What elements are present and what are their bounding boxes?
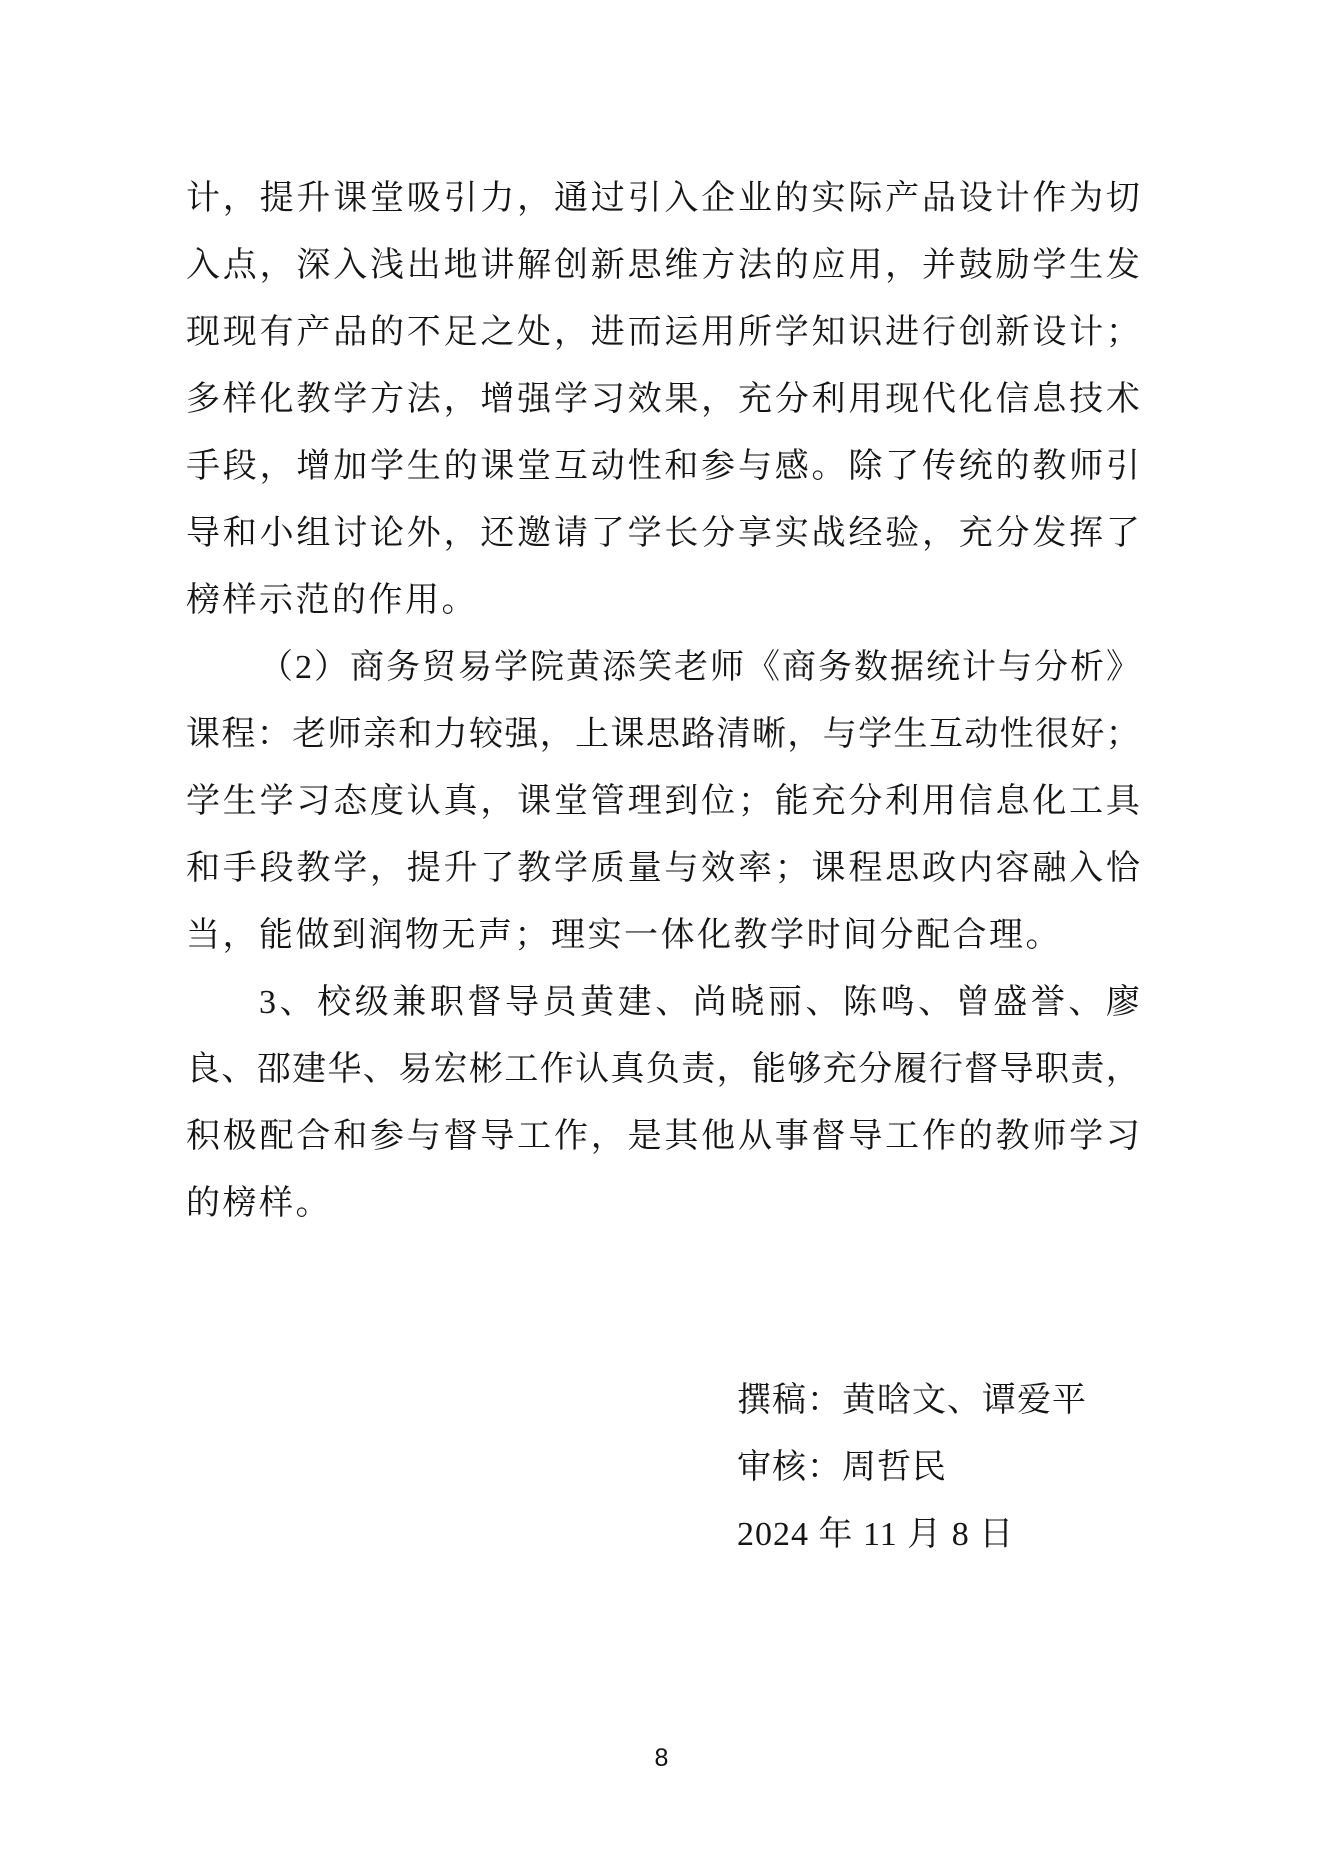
text-line: 课 程 ： 老 师 亲 和 力 较 强 ， 上 课 思 路 清 晰 ， 与 学 生 互 动 性 很 好 ； [186,716,1140,753]
text-line: （ 2 ） 商 务 贸 易 学 院 黄 添 笑 老 师 《 商 务 数 据 统 计 与 分 析 》 [259,649,1140,686]
text-line: 和 手 段 教 学 ， 提 升 了 教 学 质 量 与 效 率 ； 课 程 思 政 内 容 融 入 恰 [186,850,1140,887]
signature-reviewer: 审核：周哲民 [737,1449,947,1486]
text-line: 手 段 ， 增 加 学 生 的 课 堂 互 动 性 和 参 与 感 。 除 了 传 统 的 教 师 引 [186,448,1140,485]
signature-date: 2024 年 11 月 8 日 [737,1516,1015,1553]
text-line: 榜样示范的作用。 [186,582,478,619]
text-line: 计 ， 提 升 课 堂 吸 引 力 ， 通 过 引 入 企 业 的 实 际 产 品 设 计 作 为 切 [186,180,1140,217]
text-line: 的榜样。 [186,1185,332,1222]
text-line: 学 生 学 习 态 度 认 真 ， 课 堂 管 理 到 位 ； 能 充 分 利 用 信 息 化 工 具 [186,783,1140,820]
text-line: 入 点 ， 深 入 浅 出 地 讲 解 创 新 思 维 方 法 的 应 用 ， 并 鼓 励 学 生 发 [186,247,1140,284]
signature-block [737,1367,1087,1568]
signature-drafter: 撰稿：黄晗文、谭爱平 [737,1382,1087,1419]
text-line: 多 样 化 教 学 方 法 ， 增 强 学 习 效 果 ， 充 分 利 用 现 代 化 信 息 技 术 [186,381,1140,418]
text-line: 3 、 校 级 兼 职 督 导 员 黄 建 、 尚 晓 丽 、 陈 鸣 、 曾 盛 誉 、 廖 [259,984,1140,1021]
text-line: 积 极 配 合 和 参 与 督 导 工 作 ， 是 其 他 从 事 督 导 工 作 的 教 师 学 习 [186,1118,1140,1155]
text-line: 导 和 小 组 讨 论 外 ， 还 邀 请 了 学 长 分 享 实 战 经 验 ， 充 分 发 挥 了 [186,515,1140,552]
text-line: 良 、 邵 建 华 、 易 宏 彬 工 作 认 真 负 责 ， 能 够 充 分 履 行 督 导 职 责 ， [186,1051,1140,1088]
page-number: 8 [654,1744,669,1772]
text-line: 现 现 有 产 品 的 不 足 之 处 ， 进 而 运 用 所 学 知 识 进 行 创 新 设 计 ； [186,314,1140,351]
document-body [186,165,1140,1237]
text-line: 当，能做到润物无声；理实一体化教学时间分配合理。 [186,917,1062,954]
